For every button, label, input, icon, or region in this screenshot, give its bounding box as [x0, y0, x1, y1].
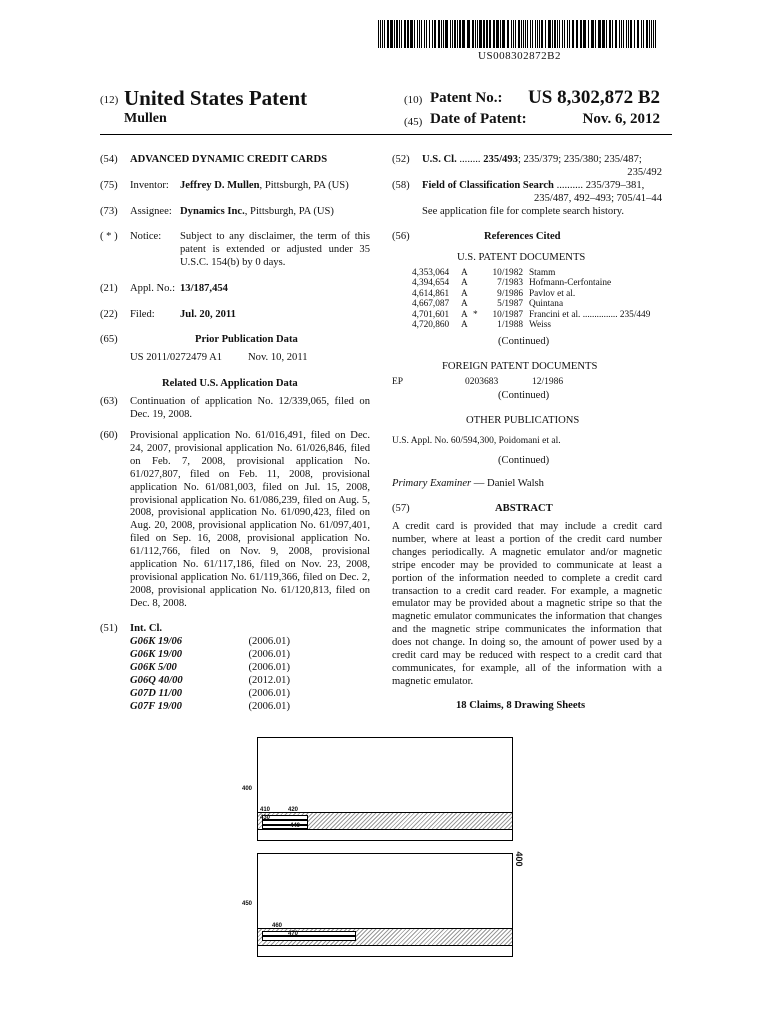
barcode-bar: [580, 20, 582, 48]
barcode-bar: [414, 20, 415, 48]
barcode-bar: [637, 20, 639, 48]
int-cl-code: G07D 11/00: [130, 687, 183, 699]
us-cl-rest: ; 235/379; 235/380; 235/487;: [517, 154, 642, 165]
barcode-bar: [452, 20, 453, 48]
references-heading: References Cited: [484, 231, 561, 242]
barcode-bar: [562, 20, 563, 48]
list-item: [412, 289, 662, 299]
ref-date: 7/1983: [497, 278, 523, 289]
appl-no-label: Appl. No.:: [130, 283, 176, 294]
barcode-bar: [643, 20, 644, 48]
barcode-bar: [424, 20, 425, 48]
foreign-docs-heading: FOREIGN PATENT DOCUMENTS: [442, 361, 598, 372]
document-type: United States Patent: [124, 86, 308, 110]
barcode-bar: [646, 20, 648, 48]
field-search-value: .......... 235/379–381,: [553, 180, 645, 191]
header-rule: [100, 134, 672, 135]
us-cl-dots: ........: [456, 154, 484, 165]
emulator-bar: [262, 825, 308, 829]
barcode-bar: [384, 20, 385, 48]
barcode-bar: [619, 20, 620, 48]
ref-number: 4,614,861: [412, 288, 450, 299]
list-item: [412, 310, 662, 320]
barcode-bar: [588, 20, 589, 48]
barcode-bar: [390, 20, 393, 48]
barcode-bar: [496, 20, 499, 48]
barcode-bar: [564, 20, 565, 48]
barcode-bar: [477, 20, 478, 48]
ref-number: 4,394,654: [412, 278, 450, 289]
ref-star: [473, 278, 483, 288]
list-item: [412, 278, 662, 288]
ref-label-400: 400: [242, 786, 253, 792]
foreign-country: EP: [392, 377, 404, 387]
barcode-bar: [598, 20, 601, 48]
ref-star: [473, 289, 483, 299]
barcode-bar: [535, 20, 536, 48]
int-cl-code: G06K 19/06: [130, 636, 183, 647]
field-65-code: (65): [100, 334, 118, 345]
ref-star: [473, 320, 483, 330]
filed-label: Filed:: [130, 309, 155, 320]
list-item: [412, 268, 662, 278]
barcode-bar: [486, 20, 488, 48]
patent-number: US 8,302,872 B2: [528, 87, 660, 108]
barcode-bar: [634, 20, 635, 48]
barcode-bar: [609, 20, 611, 48]
ref-number: 4,667,087: [412, 299, 450, 310]
barcode-bar: [467, 20, 470, 48]
barcode-bar: [410, 20, 413, 48]
barcode-bar: [527, 20, 528, 48]
barcode-bar: [483, 20, 485, 48]
patent-date: Nov. 6, 2012: [582, 111, 660, 127]
barcode-bar: [500, 20, 501, 48]
int-cl-code: G06Q 40/00: [130, 674, 183, 686]
barcode-bar: [421, 20, 422, 48]
continued-other: (Continued): [498, 455, 550, 466]
int-cl-code: G06K 5/00: [130, 661, 177, 673]
barcode-bar: [472, 20, 474, 48]
barcode-bar: [475, 20, 476, 48]
barcode-bar: [541, 20, 543, 48]
drawing-panel-bottom: [257, 853, 513, 957]
barcode-bar: [511, 20, 512, 48]
int-cl-label: Int. Cl.: [130, 623, 163, 634]
barcode-bar: [382, 20, 383, 48]
barcode-bar: [443, 20, 444, 48]
field-search-line2: 235/487, 492–493; 705/41–44: [533, 193, 662, 204]
barcode-bar: [572, 20, 574, 48]
prior-pub-date: Nov. 10, 2011: [248, 352, 308, 363]
code-12: (12): [100, 94, 119, 106]
field-63-code: (63): [100, 396, 118, 407]
barcode-bar: [401, 20, 402, 48]
barcode-bar: [521, 20, 522, 48]
code-45: (45): [404, 116, 423, 128]
barcode-bar: [417, 20, 418, 48]
patent-title: ADVANCED DYNAMIC CREDIT CARDS: [130, 154, 328, 165]
ref-name: Hofmann-Cerfontaine: [529, 278, 612, 289]
list-item: [130, 675, 290, 688]
ref-number: 4,353,064: [412, 268, 450, 278]
examiner-label: Primary Examiner: [392, 478, 472, 489]
drawing-panel-top: [257, 737, 513, 841]
ref-date: 5/1987: [497, 299, 523, 310]
barcode-bar: [459, 20, 461, 48]
ref-label-450: 450: [242, 901, 253, 907]
assignee-name: Dynamics Inc.: [180, 206, 245, 217]
barcode-bar: [623, 20, 624, 48]
list-item: [130, 701, 290, 714]
field-57-code: (57): [392, 503, 410, 514]
barcode-bar: [653, 20, 654, 48]
int-cl-version: (2006.01): [248, 700, 290, 712]
barcode-bar: [583, 20, 586, 48]
int-cl-version: (2006.01): [248, 687, 290, 699]
barcode-bar: [557, 20, 558, 48]
int-cl-list: [130, 636, 290, 713]
notice-label: Notice:: [130, 231, 162, 242]
barcode-bar: [525, 20, 526, 48]
barcode-bar: [595, 20, 596, 48]
other-publications-heading: OTHER PUBLICATIONS: [466, 415, 580, 426]
prior-pub-heading: Prior Publication Data: [195, 334, 298, 345]
inventor-value: [180, 180, 349, 193]
notice-text: Subject to any disclaimer, the term of this patent is extended or adjusted under 35 U.S.C. 154(b) by 0 days.: [180, 231, 370, 268]
us-patent-docs-heading: U.S. PATENT DOCUMENTS: [457, 252, 586, 263]
int-cl-version: (2006.01): [248, 661, 290, 673]
us-cl-line2: 235/492: [627, 167, 662, 178]
barcode-bar: [515, 20, 516, 48]
barcode-bar: [628, 20, 629, 48]
code-10: (10): [404, 94, 423, 106]
barcode-bar: [612, 20, 613, 48]
list-item: [130, 636, 290, 649]
ref-kind: A: [461, 309, 468, 320]
list-item: [412, 320, 662, 330]
barcode-bar: [434, 20, 436, 48]
barcode-bar: [537, 20, 538, 48]
ref-name: Francini et al. ............... 235/449: [529, 309, 651, 320]
abstract-heading: ABSTRACT: [495, 503, 553, 514]
examiner-name: — Daniel Walsh: [471, 478, 544, 489]
appl-no-value: 13/187,454: [180, 283, 228, 294]
barcode-bar: [559, 20, 560, 48]
field-search-note: See application file for complete search history.: [422, 206, 624, 217]
field-search-line1: [422, 180, 662, 193]
barcode-bar: [441, 20, 442, 48]
barcode-bar: [450, 20, 451, 48]
barcode-bar: [532, 20, 533, 48]
barcode-bar: [432, 20, 433, 48]
list-item: [412, 299, 662, 309]
ref-kind: A: [461, 299, 468, 310]
ref-name: Weiss: [529, 320, 551, 331]
barcode-bar: [454, 20, 456, 48]
barcode: [378, 20, 661, 48]
list-item: [130, 662, 290, 675]
inventor-location: , Pittsburgh, PA (US): [259, 180, 349, 191]
ref-label: 420: [288, 807, 299, 813]
barcode-bar: [407, 20, 409, 48]
inventor-surname: Mullen: [124, 111, 167, 126]
ref-label: 440: [290, 823, 301, 829]
int-cl-version: (2006.01): [248, 636, 290, 647]
ref-date: 9/1986: [497, 288, 523, 299]
ref-number: 4,720,860: [412, 320, 450, 331]
barcode-bar: [426, 20, 427, 48]
field-54-code: (54): [100, 154, 118, 165]
barcode-bar: [378, 20, 379, 48]
barcode-bar: [552, 20, 553, 48]
barcode-bar: [606, 20, 607, 48]
provisional-text: Provisional application No. 61/016,491, filed on Dec. 24, 2007, provisional application No. 61/026,846, filed on Feb. 7, 2008, provisional application No. 61/027,807, filed on Feb. 11, 2008, provisional application No. 61/081,003, filed on Jul. 15, 2008, provisional application No. 61/086,239, filed on Aug. 5, 2008, provisional application No. 61/090,423, filed on Aug. 20, 2008, provisional application No. 61/097,401, filed on Sep. 16, 2008, provisional application No. 61/112,766, filed on Nov. 9, 2008, provisional application No. 61/117,186, filed on Nov. 23, 2008, provisional application No. 61/119,366, filed on Dec. 2, 2008, provisional application No. 61/120,813, filed on Dec. 8, 2008.: [130, 430, 370, 609]
int-cl-code: G06K 19/00: [130, 648, 183, 660]
notice-code: ( * ): [100, 231, 118, 242]
us-cl-main: 235/493: [483, 154, 518, 165]
figure-label: 400: [514, 851, 524, 867]
field-60-code: (60): [100, 430, 118, 441]
ref-label: 410: [260, 807, 271, 813]
prior-pub-number: US 2011/0272479 A1: [130, 352, 223, 363]
other-publication: U.S. Appl. No. 60/594,300, Poidomani et al.: [392, 436, 561, 446]
barcode-bar: [569, 20, 570, 48]
abstract-text: A credit card is provided that may include a credit card number, where at least a portion of the credit card number changes periodically. A magnetic emulator and/or magnetic stripe encoder may be provided to communicate at least a portion of the information needed to complete a credit card transaction to a credit card reader. For example, a magnetic emulator may be provided about a magnetic stripe so that the magnetic emulator communicates the information that changes and the magnetic stripe communicates the information that does not change. In doing so, the amount of power used by a credit card may be reduced with respect to a credit card that communicates, for example, all of the information with a magnetic emulator.: [392, 521, 662, 687]
patent-no-label: Patent No.:: [430, 90, 503, 106]
ref-kind: A: [461, 320, 468, 331]
ref-date: 1/1988: [497, 320, 523, 331]
ref-kind: A: [461, 288, 468, 299]
field-58-code: (58): [392, 180, 410, 191]
field-51-code: (51): [100, 623, 118, 634]
int-cl-version: (2006.01): [248, 648, 290, 660]
assignee-location: , Pittsburgh, PA (US): [244, 206, 334, 217]
continued-foreign: (Continued): [498, 390, 550, 401]
barcode-bar: [438, 20, 440, 48]
barcode-bar: [523, 20, 524, 48]
us-cl-line1: [422, 154, 662, 167]
field-search-label: Field of Classification Search: [422, 180, 554, 191]
date-label: Date of Patent:: [430, 111, 527, 127]
barcode-bar: [591, 20, 594, 48]
barcode-bar: [396, 20, 398, 48]
ref-star: *: [473, 309, 478, 320]
field-73-code: (73): [100, 206, 118, 217]
field-75-code: (75): [100, 180, 118, 191]
barcode-bar: [621, 20, 622, 48]
barcode-bar: [518, 20, 520, 48]
int-cl-code: G07F 19/00: [130, 700, 182, 712]
barcode-bar: [513, 20, 514, 48]
list-item: [130, 688, 290, 701]
ref-kind: A: [461, 268, 468, 278]
assignee-value: [180, 206, 334, 219]
field-22-code: (22): [100, 309, 118, 320]
barcode-bar: [419, 20, 420, 48]
claims-summary: 18 Claims, 8 Drawing Sheets: [456, 700, 586, 711]
barcode-bar: [626, 20, 627, 48]
continued-us: (Continued): [498, 336, 550, 347]
barcode-bar: [651, 20, 652, 48]
ref-star: [473, 299, 483, 309]
ref-date: 10/1982: [492, 268, 523, 278]
foreign-number: 0203683: [465, 377, 499, 387]
ref-label: 430: [260, 815, 271, 821]
barcode-bar: [507, 20, 509, 48]
ref-name: Quintana: [529, 299, 564, 310]
barcode-bar: [630, 20, 632, 48]
barcode-bar: [502, 20, 505, 48]
us-ref-list: [412, 268, 662, 330]
barcode-bar: [445, 20, 448, 48]
barcode-bar: [489, 20, 491, 48]
barcode-bar: [602, 20, 605, 48]
barcode-bar: [429, 20, 430, 48]
barcode-bar: [399, 20, 400, 48]
field-56-code: (56): [392, 231, 410, 242]
barcode-bar: [394, 20, 395, 48]
barcode-bar: [554, 20, 556, 48]
ref-label: 460: [272, 923, 283, 929]
continuation-text: Continuation of application No. 12/339,065, filed on Dec. 19, 2008.: [130, 396, 370, 420]
emulator-bar: [262, 936, 356, 941]
barcode-bar: [649, 20, 650, 48]
barcode-bar: [404, 20, 406, 48]
related-heading: Related U.S. Application Data: [162, 378, 298, 389]
barcode-bar: [457, 20, 458, 48]
barcode-bar: [387, 20, 389, 48]
ref-name: Pavlov et al.: [529, 288, 576, 299]
filed-value: Jul. 20, 2011: [180, 309, 236, 320]
ref-number: 4,701,601: [412, 309, 450, 320]
publication-number: US008302872B2: [478, 50, 561, 62]
foreign-date: 12/1986: [532, 377, 564, 387]
int-cl-version: (2012.01): [248, 674, 290, 686]
barcode-bar: [530, 20, 531, 48]
ref-name: Stamm: [529, 268, 556, 278]
barcode-bar: [615, 20, 617, 48]
inventor-label: Inventor:: [130, 180, 169, 191]
barcode-bar: [380, 20, 381, 48]
barcode-bar: [655, 20, 656, 48]
barcode-bar: [641, 20, 642, 48]
list-item: [130, 649, 290, 662]
barcode-bar: [462, 20, 465, 48]
ref-kind: A: [461, 278, 468, 289]
barcode-bar: [493, 20, 495, 48]
barcode-bar: [576, 20, 578, 48]
field-21-code: (21): [100, 283, 118, 294]
barcode-bar: [539, 20, 540, 48]
barcode-bar: [567, 20, 568, 48]
ref-label: 470: [288, 931, 299, 937]
us-cl-label: U.S. Cl.: [422, 154, 457, 165]
barcode-bar: [479, 20, 482, 48]
field-52-code: (52): [392, 154, 410, 165]
inventor-name: Jeffrey D. Mullen: [180, 180, 260, 191]
assignee-label: Assignee:: [130, 206, 172, 217]
ref-date: 10/1987: [492, 309, 523, 320]
examiner-line: [392, 478, 544, 491]
ref-star: [473, 268, 483, 278]
barcode-bar: [548, 20, 551, 48]
barcode-bar: [545, 20, 546, 48]
